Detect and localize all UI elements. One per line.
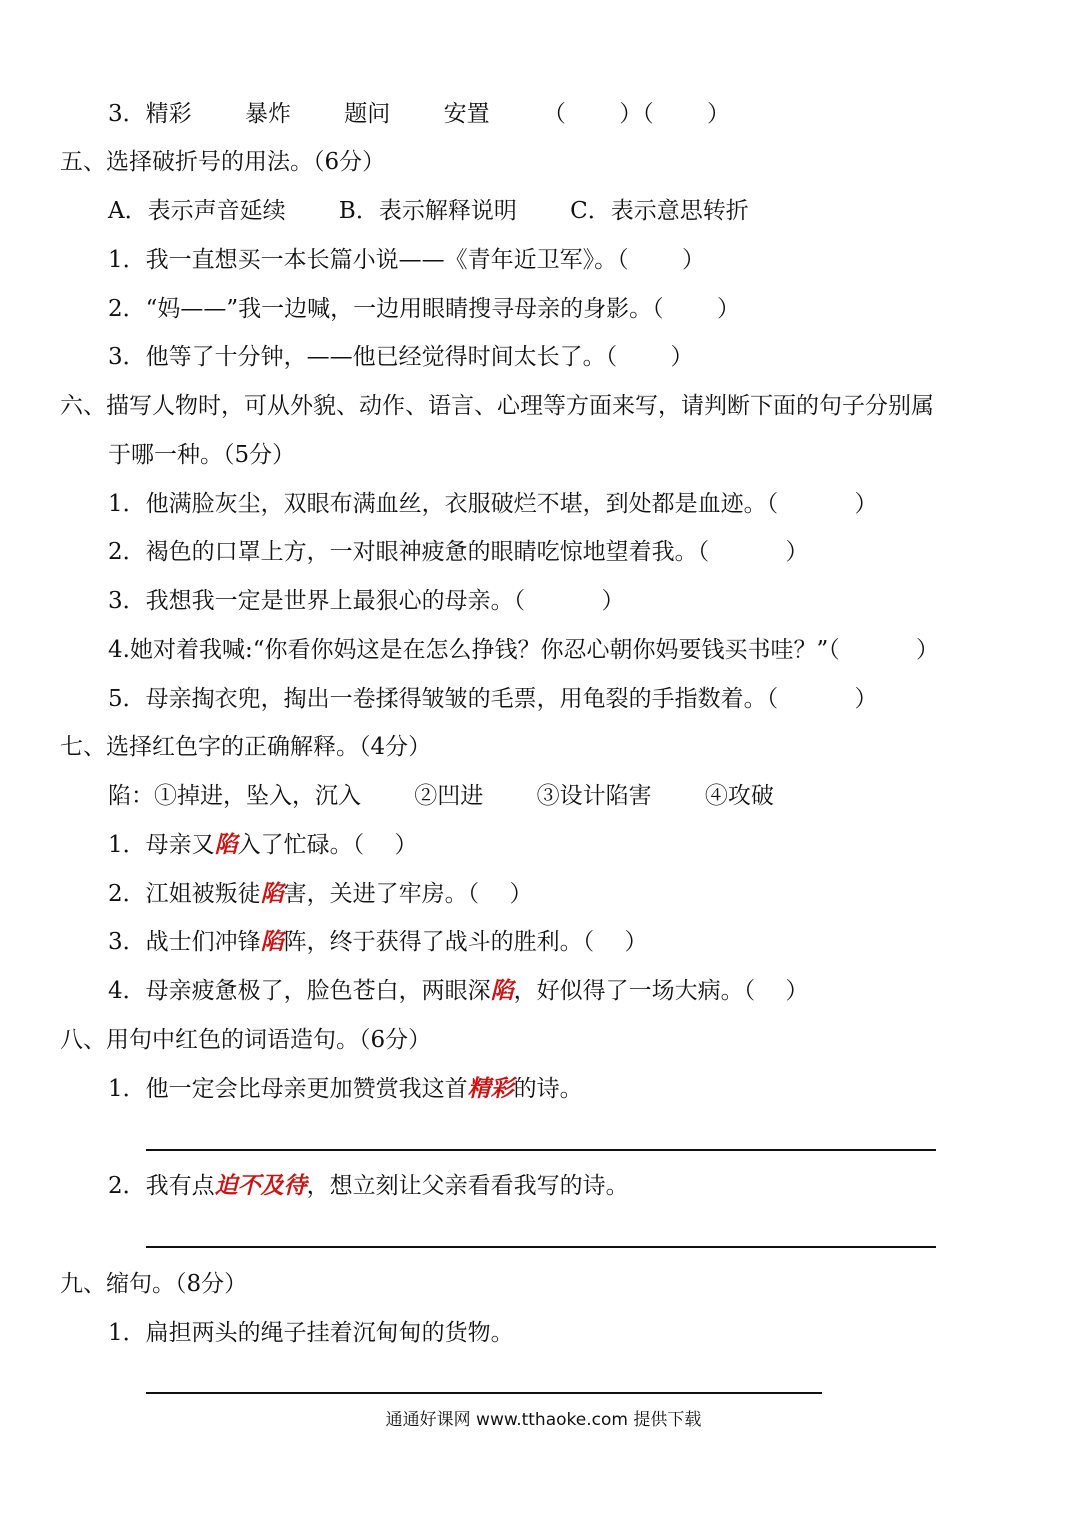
s8-item-2-post: ，想立刻让父亲看看我写的诗。 bbox=[306, 1173, 629, 1199]
s6-item-4: 4.她对着我喊:“你看你妈这是在怎么挣钱？你忍心朝你妈要钱买书哇？”（ ） bbox=[108, 637, 940, 663]
s7-item-2 bbox=[108, 879, 532, 909]
s7-item-3-red-char: 陷 bbox=[260, 928, 284, 955]
s5-item-1: 1．我一直想买一本长篇小说——《青年近卫军》。（ ） bbox=[108, 247, 705, 273]
s7-item-2-post: 害，关进了牢房。（ ） bbox=[283, 881, 533, 907]
s7-title: 七、选择红色字的正确解释。（4分） bbox=[60, 734, 432, 760]
s7-options: 陷：①掉进，坠入，沉入 ②凹进 ③设计陷害 ④攻破 bbox=[108, 783, 774, 809]
s7-item-1 bbox=[108, 830, 417, 860]
s8-item-2-pre: 2．我有点 bbox=[108, 1173, 215, 1199]
s6-item-5: 5．母亲掏衣兜，掏出一卷揉得皱皱的毛票，用龟裂的手指数着。（ ） bbox=[108, 686, 878, 712]
s4-item-3: 3．精彩 暴炸 题问 安置 （ ）（ ） bbox=[108, 101, 730, 127]
s8-item-1-pre: 1．他一定会比母亲更加赞赏我这首 bbox=[108, 1076, 468, 1102]
s5-options: A．表示声音延续 B．表示解释说明 C．表示意思转折 bbox=[108, 198, 749, 224]
s7-item-3-pre: 3．战士们冲锋 bbox=[108, 929, 261, 955]
s8-item-1 bbox=[108, 1074, 583, 1104]
s7-item-1-post: 入了忙碌。（ ） bbox=[237, 832, 418, 858]
s8-title: 八、用句中红色的词语造句。（6分） bbox=[60, 1027, 432, 1053]
s6-item-3: 3．我想我一定是世界上最狠心的母亲。（ ） bbox=[108, 588, 625, 614]
s6-title: 六、描写人物时，可从外貌、动作、语言、心理等方面来写，请判断下面的句子分别属 bbox=[60, 393, 934, 419]
s9-answer-line-1[interactable] bbox=[146, 1392, 822, 1394]
s7-item-3-post: 阵，终于获得了战斗的胜利。（ ） bbox=[283, 929, 648, 955]
s8-answer-line-2[interactable] bbox=[146, 1246, 936, 1248]
s7-item-1-pre: 1．母亲又 bbox=[108, 832, 215, 858]
s7-item-4-pre: 4．母亲疲惫极了，脸色苍白，两眼深 bbox=[108, 978, 491, 1004]
s9-title: 九、缩句。（8分） bbox=[60, 1271, 248, 1297]
s5-item-2: 2．“妈——”我一边喊，一边用眼睛搜寻母亲的身影。（ ） bbox=[108, 296, 740, 322]
s5-title: 五、选择破折号的用法。（6分） bbox=[60, 149, 386, 175]
s6-item-1: 1．他满脸灰尘，双眼布满血丝，衣服破烂不堪，到处都是血迹。（ ） bbox=[108, 491, 878, 517]
s8-item-2 bbox=[108, 1171, 629, 1201]
s8-answer-line-1[interactable] bbox=[146, 1149, 936, 1151]
s7-item-3 bbox=[108, 927, 647, 957]
s8-item-1-red-word: 精彩 bbox=[467, 1075, 514, 1102]
s8-item-2-red-word: 迫不及待 bbox=[214, 1172, 307, 1199]
s5-item-3: 3．他等了十分钟，——他已经觉得时间太长了。（ ） bbox=[108, 344, 694, 370]
s7-item-4 bbox=[108, 976, 808, 1006]
s7-item-4-post: ，好似得了一场大病。（ ） bbox=[513, 978, 809, 1004]
s7-item-2-red-char: 陷 bbox=[260, 880, 284, 907]
s6-title-cont: 于哪一种。（5分） bbox=[108, 442, 296, 468]
s7-item-2-pre: 2．江姐被叛徒 bbox=[108, 881, 261, 907]
s9-item-1: 1．扁担两头的绳子挂着沉甸甸的货物。 bbox=[108, 1320, 514, 1346]
s7-item-4-red-char: 陷 bbox=[490, 977, 514, 1004]
footer-credit: 通通好课网 www.tthaoke.com 提供下载 bbox=[385, 1410, 702, 1430]
s8-item-1-post: 的诗。 bbox=[513, 1076, 583, 1102]
s7-item-1-red-char: 陷 bbox=[214, 831, 238, 858]
s6-item-2: 2．褐色的口罩上方，一对眼神疲惫的眼睛吃惊地望着我。（ ） bbox=[108, 539, 809, 565]
